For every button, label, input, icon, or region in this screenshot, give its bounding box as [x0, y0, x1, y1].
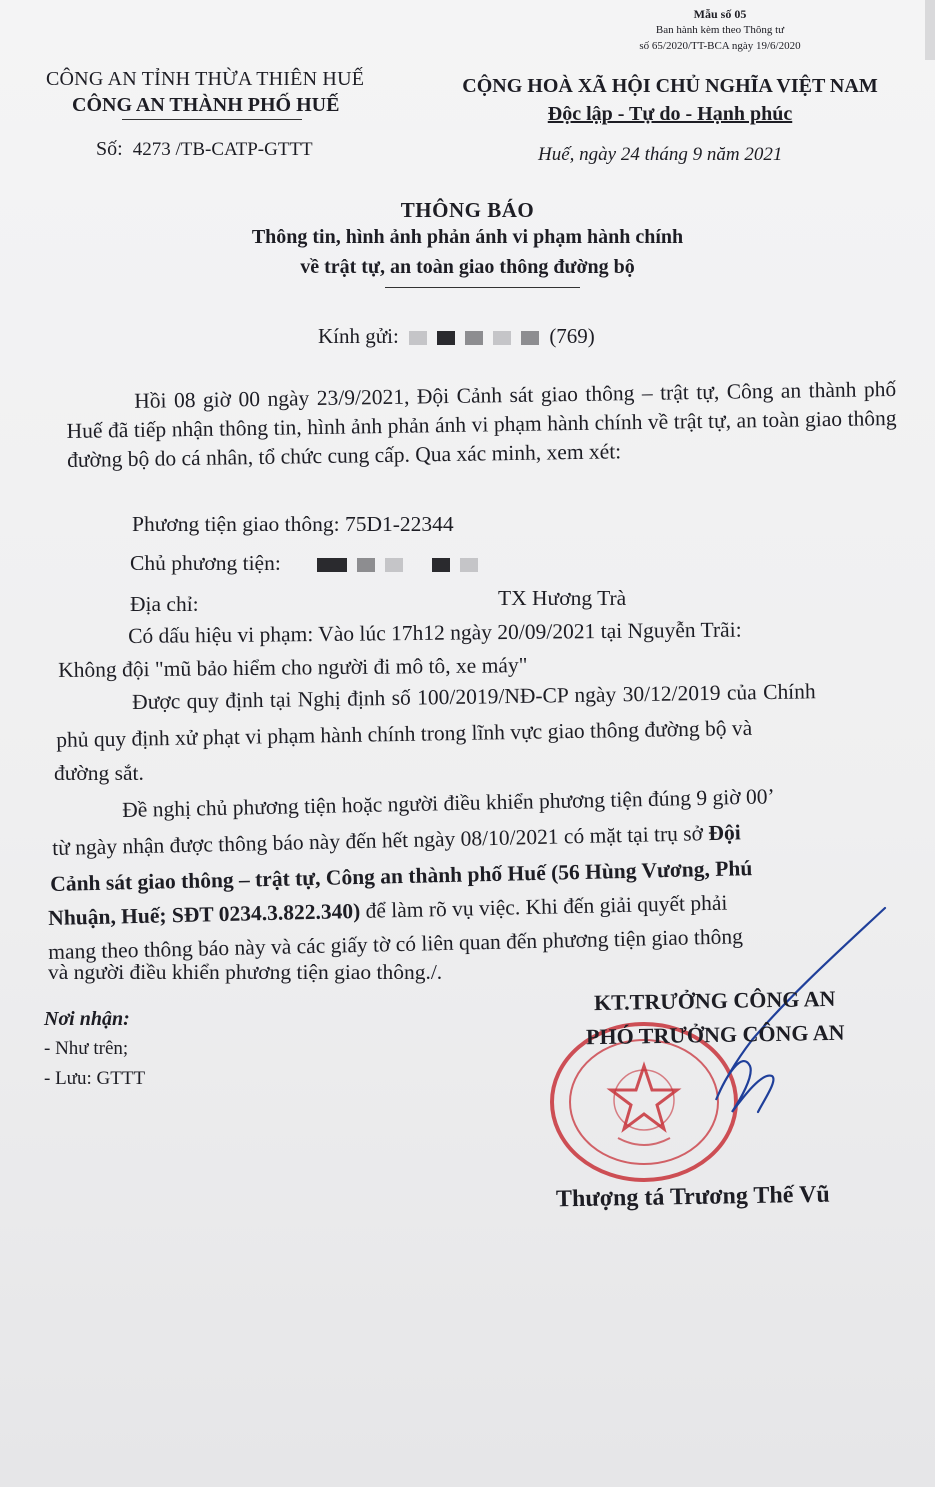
request-line-2: từ ngày nhận được thông báo này đến hết ngày 08/10/2021 có mặt tại trụ sở Đội — [52, 820, 741, 860]
owner-label: Chủ phương tiện: — [130, 551, 281, 575]
signing-authority — [539, 981, 890, 1055]
regulation-line-3: đường sắt. — [54, 761, 144, 785]
violation-line-1: Có dấu hiệu vi phạm: Vào lúc 17h12 ngày 20/09/2021 tại Nguyễn Trãi: — [128, 617, 742, 648]
request-line-1: Đề nghị chủ phương tiện hoặc người điều khiển phương tiện đúng 9 giờ 00’ — [122, 784, 775, 822]
form-issued-line: Ban hành kèm theo Thông tư — [655, 24, 785, 36]
national-header — [440, 72, 900, 128]
address-label: Địa chỉ: — [130, 592, 199, 616]
agency-parent: CÔNG AN TỈNH THỪA THIÊN HUẾ — [46, 68, 365, 90]
request-line-5: mang theo thông báo này và các giấy tờ có liên quan đến phương tiện giao thông — [48, 924, 744, 964]
form-reference — [600, 6, 840, 54]
owner-line — [130, 551, 483, 576]
title-underline — [385, 287, 580, 288]
receiver-item-1: - Như trên; — [44, 1038, 129, 1059]
notice-subtitle-2: về trật tự, an toàn giao thông đường bộ — [300, 256, 635, 278]
request-line-3: Cảnh sát giao thông – trật tự, Công an thành phố Huế (56 Hùng Vương, Phú — [50, 856, 753, 896]
agency-unit: CÔNG AN THÀNH PHỐ HUẾ — [72, 94, 340, 116]
vehicle-line — [132, 512, 454, 537]
document-number — [96, 138, 313, 161]
signer-name: Thượng tá Trương Thế Vũ — [555, 1181, 830, 1213]
vehicle-plate: 75D1-22344 — [344, 512, 454, 536]
notice-subtitle-1: Thông tin, hình ảnh phản ánh vi phạm hành chính — [251, 226, 684, 248]
request-line-4: Nhuận, Huế; SĐT 0234.3.822.340) để làm rõ vụ việc. Khi đến giải quyết phải — [48, 890, 728, 930]
receivers-heading: Nơi nhận: — [44, 1008, 130, 1030]
document-number-value: 4273 /TB-CATP-GTTT — [132, 139, 313, 160]
intro-paragraph — [66, 375, 897, 475]
form-circular-line: số 65/2020/TT-BCA ngày 19/6/2020 — [639, 40, 801, 52]
violation-line-2: Không đội "mũ bảo hiểm cho người đi mô tô, xe máy" — [58, 653, 528, 682]
signing-authority-line-2: PHÓ TRƯỞNG CÔNG AN — [585, 1019, 845, 1050]
receivers-block — [44, 1004, 145, 1094]
address-value: TX Hương Trà — [498, 586, 627, 610]
form-number: Mẫu số 05 — [693, 7, 747, 21]
recipient-line — [318, 324, 595, 349]
regulation-line-2: phủ quy định xử phạt vi phạm hành chính trong lĩnh vực giao thông đường bộ và — [56, 715, 753, 752]
recipient-redacted — [404, 324, 549, 348]
owner-redacted — [312, 551, 483, 575]
issuing-agency — [46, 66, 364, 120]
signing-authority-line-1: KT.TRƯỞNG CÔNG AN — [593, 985, 836, 1016]
agency-underline — [122, 119, 302, 120]
address-line — [130, 592, 199, 617]
page-edge — [925, 0, 935, 60]
nation-name: CỘNG HOÀ XÃ HỘI CHỦ NGHĨA VIỆT NAM — [462, 75, 878, 97]
receiver-item-2: - Lưu: GTTT — [44, 1068, 146, 1089]
recipient-code: (769) — [549, 324, 595, 348]
document-number-label: Số: — [96, 138, 123, 160]
nation-motto: Độc lập - Tự do - Hạnh phúc — [547, 103, 793, 125]
regulation-line-1: Được quy định tại Nghị định số 100/2019/NĐ-CP ngày 30/12/2019 của Chính — [132, 679, 816, 714]
recipient-label: Kính gửi: — [318, 324, 399, 348]
issue-date: Huế, ngày 24 tháng 9 năm 2021 — [538, 144, 783, 165]
vehicle-label: Phương tiện giao thông: — [132, 512, 340, 536]
request-line-6: và người điều khiển phương tiện giao thông./. — [48, 960, 443, 984]
notice-title: THÔNG BÁO — [400, 198, 535, 222]
intro-text: Hồi 08 giờ 00 ngày 23/9/2021, Đội Cảnh sát giao thông – trật tự, Công an thành phố Huế đã tiếp nhận thông tin, hình ảnh phản ánh vi phạm hành chính về trật tự, an toàn giao thông đường bộ do cá nhân, tổ chức cung cấp. Qua xác minh, xem xét: — [66, 376, 897, 472]
